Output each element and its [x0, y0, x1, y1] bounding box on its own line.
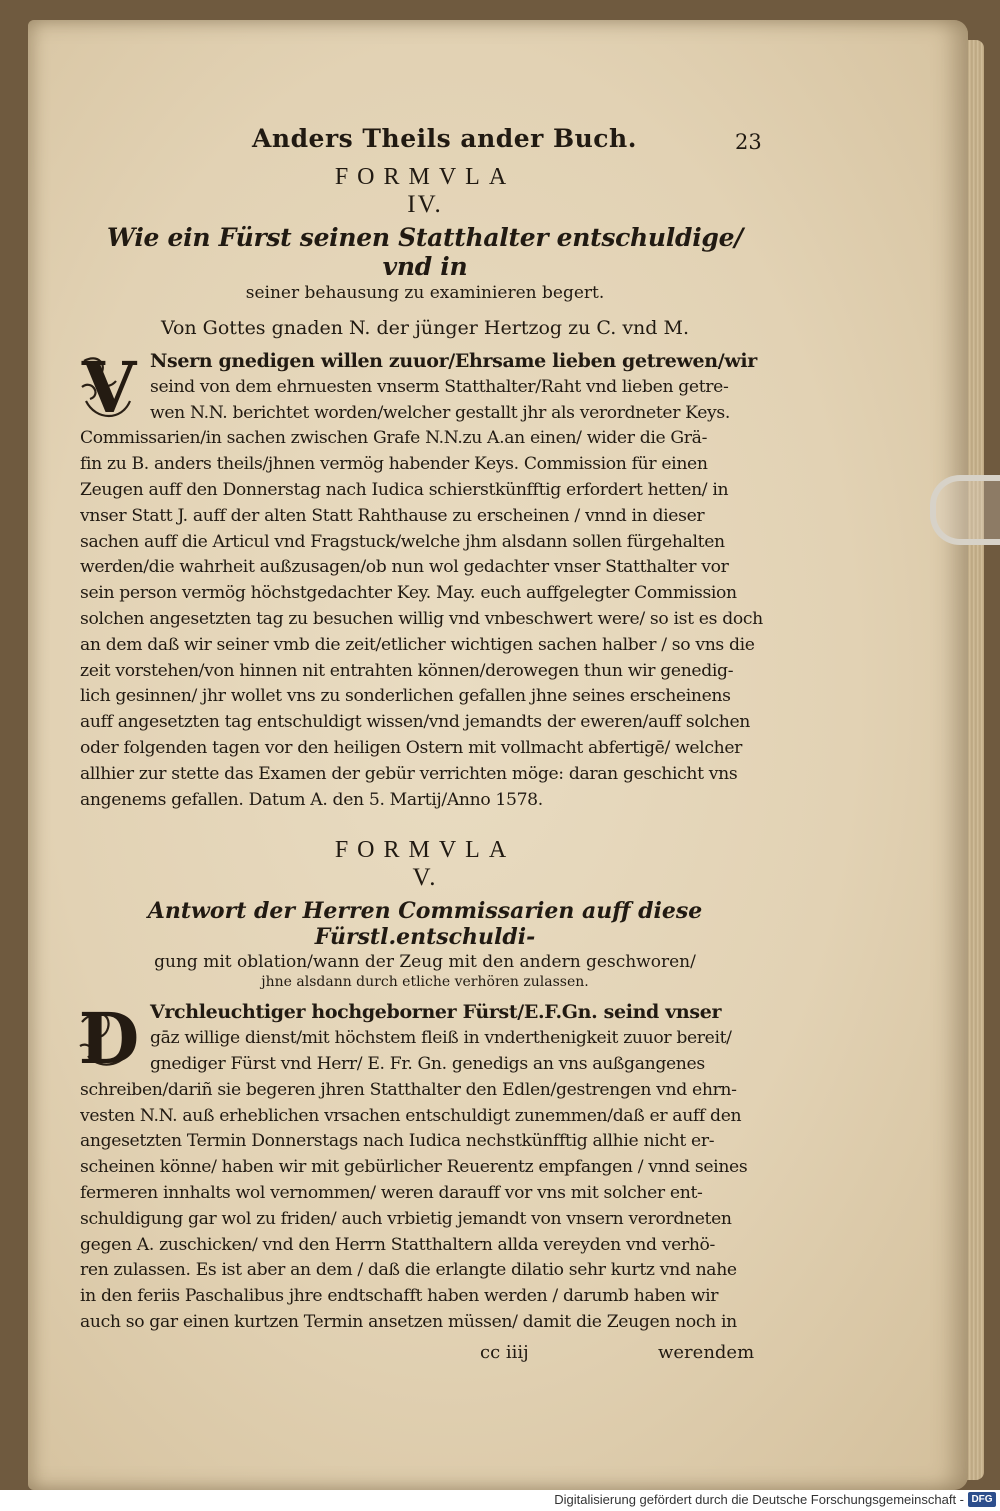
section1-heading-line2: seiner behausung zu examinieren begert.	[245, 283, 605, 303]
footer-credit: Digitalisierung gefördert durch die Deutsche Forschungsgemeinschaft -	[554, 1492, 964, 1507]
text-line: werden/die wahrheit außzusagen/ob nun wol gedachter vnser Statthalter vor	[80, 557, 729, 578]
text-line: vnser Statt J. auff der alten Statt Rahthause zu erscheinen / vnnd in dieser	[80, 505, 705, 526]
text-line: Vrchleuchtiger hochgeborner Fürst/E.F.Gn. seind vnser	[150, 1001, 722, 1024]
running-head-title: Anders Theils ander Buch.	[252, 124, 637, 153]
running-head	[80, 118, 770, 160]
text-line: auch so gar einen kurtzen Termin ansetzen müssen/ damit die Zeugen noch in	[80, 1311, 737, 1332]
text-line: vesten N.N. auß erheblichen vrsachen entschuldigt zunemmen/daß er auff den	[80, 1105, 742, 1126]
text-line: gāz willige dienst/mit höchstem fleiß in vnderthenigkeit zuuor bereit/	[150, 1028, 732, 1049]
text-line: lich gesinnen/ jhr wollet vns zu sonderlichen gefallen jhne seines erscheinens	[80, 686, 731, 707]
formula-numeral-2: V.	[412, 864, 438, 892]
page-clip	[930, 475, 1000, 545]
text-line: zeit vorstehen/von hinnen nit entrahten können/derowegen thun wir genedig-	[80, 660, 734, 681]
text-line: sein person vermög höchstgedachter Key. May. euch auffgelegter Commission	[80, 583, 737, 604]
decorated-initial-d	[78, 997, 140, 1081]
page-number: 23	[735, 130, 762, 154]
section2-body	[78, 997, 770, 1335]
text-line: allhier zur stette das Examen der gebür verrichten möge: daran geschicht vns	[80, 763, 738, 784]
section1-salutation: Von Gottes gnaden N. der jünger Hertzog zu C. vnd M.	[160, 317, 689, 339]
section2-heading-line1: Antwort der Herren Commissarien auff diese Fürstl.entschuldi-	[147, 898, 703, 951]
formula-label-2: FORMVLA	[334, 837, 516, 864]
formula-numeral-1: IV.	[407, 191, 443, 218]
text-line: wen N.N. berichtet worden/welcher gestallt jhr als verordneter Keys.	[150, 402, 730, 423]
text-line: schreiben/dariñ sie begeren jhren Statthalter den Edlen/gestrengen vnd ehrn-	[80, 1079, 737, 1100]
text-line: an dem daß wir seiner vmb die zeit/etlicher wichtigen sachen halber / so vns die	[80, 634, 755, 655]
catchword: werendem	[658, 1341, 755, 1363]
text-line: in den feriis Paschalibus jhre endtschafft haben werden / darumb haben wir	[80, 1286, 719, 1307]
text-line: auff angesetzten tag entschuldigt wissen/vnd jemandts der eweren/auff solchen	[80, 712, 751, 733]
signature-mark: cc iiij	[480, 1341, 529, 1363]
footer-bar	[0, 1490, 1000, 1511]
text-line: Commissarien/in sachen zwischen Grafe N.N.zu A.an einen/ wider die Grä-	[80, 428, 708, 449]
text-line: schuldigung gar wol zu friden/ auch vrbietig jemandt von vnsern verordneten	[80, 1208, 732, 1229]
text-line: angesetzten Termin Donnerstags nach Iudica nechstkünfftig allhie nicht er-	[80, 1131, 715, 1152]
section2-heading-line2: gung mit oblation/wann der Zeug mit den andern geschworen/	[154, 952, 696, 973]
initial-letter: V	[81, 346, 137, 429]
section1-body	[80, 346, 770, 813]
text-line: Zeugen auff den Donnerstag nach Iudica schierstkünfftig erfordert hetten/ in	[80, 479, 729, 500]
text-line: Nsern gnedigen willen zuuor/Ehrsame lieben getrewen/wir	[150, 350, 757, 372]
text-line: gnediger Fürst vnd Herr/ E. Fr. Gn. genedigs an vns außgangenes	[150, 1053, 705, 1074]
dfg-logo-icon: DFG	[968, 1492, 996, 1507]
page-text	[80, 118, 770, 1368]
section2-heading-line3: jhne alsdann durch etliche verhören zulassen.	[261, 974, 589, 991]
formula-label-1: FORMVLA	[334, 164, 516, 190]
text-line: solchen angesetzten tag zu besuchen willig vnd vnbeschwert were/ so ist es doch	[80, 608, 763, 629]
page-edge	[966, 40, 984, 1480]
text-line: ren zulassen. Es ist aber an dem / daß die erlangte dilatio sehr kurtz vnd nahe	[80, 1260, 737, 1281]
decorated-initial-v	[78, 346, 140, 429]
text-line: gegen A. zuschicken/ vnd den Herrn Statthaltern allda vereyden vnd verhö-	[80, 1234, 716, 1255]
text-line: oder folgenden tagen vor den heiligen Ostern mit vollmacht abfertigē/ welcher	[80, 737, 743, 758]
initial-letter: D	[78, 997, 140, 1081]
text-line: seind von dem ehrnuesten vnserm Statthalter/Raht vnd lieben getre-	[150, 376, 729, 397]
section1-heading-line1: Wie ein Fürst seinen Statthalter entschuldige/ vnd in	[106, 223, 744, 281]
text-line: scheinen könne/ haben wir mit gebürlicher Reuerentz empfangen / vnnd seines	[80, 1157, 748, 1178]
signature-line	[80, 1342, 770, 1368]
text-line: angenems gefallen. Datum A. den 5. Martij/Anno 1578.	[80, 789, 543, 810]
text-line: sachen auff die Articul vnd Fragstuck/welche jhm alsdann sollen fürgehalten	[80, 531, 725, 552]
text-line: fin zu B. anders theils/jhnen vermög habender Keys. Commission für einen	[80, 454, 708, 475]
text-line: fermeren innhalts wol vernommen/ weren darauff vor vns mit solcher ent-	[80, 1182, 703, 1203]
